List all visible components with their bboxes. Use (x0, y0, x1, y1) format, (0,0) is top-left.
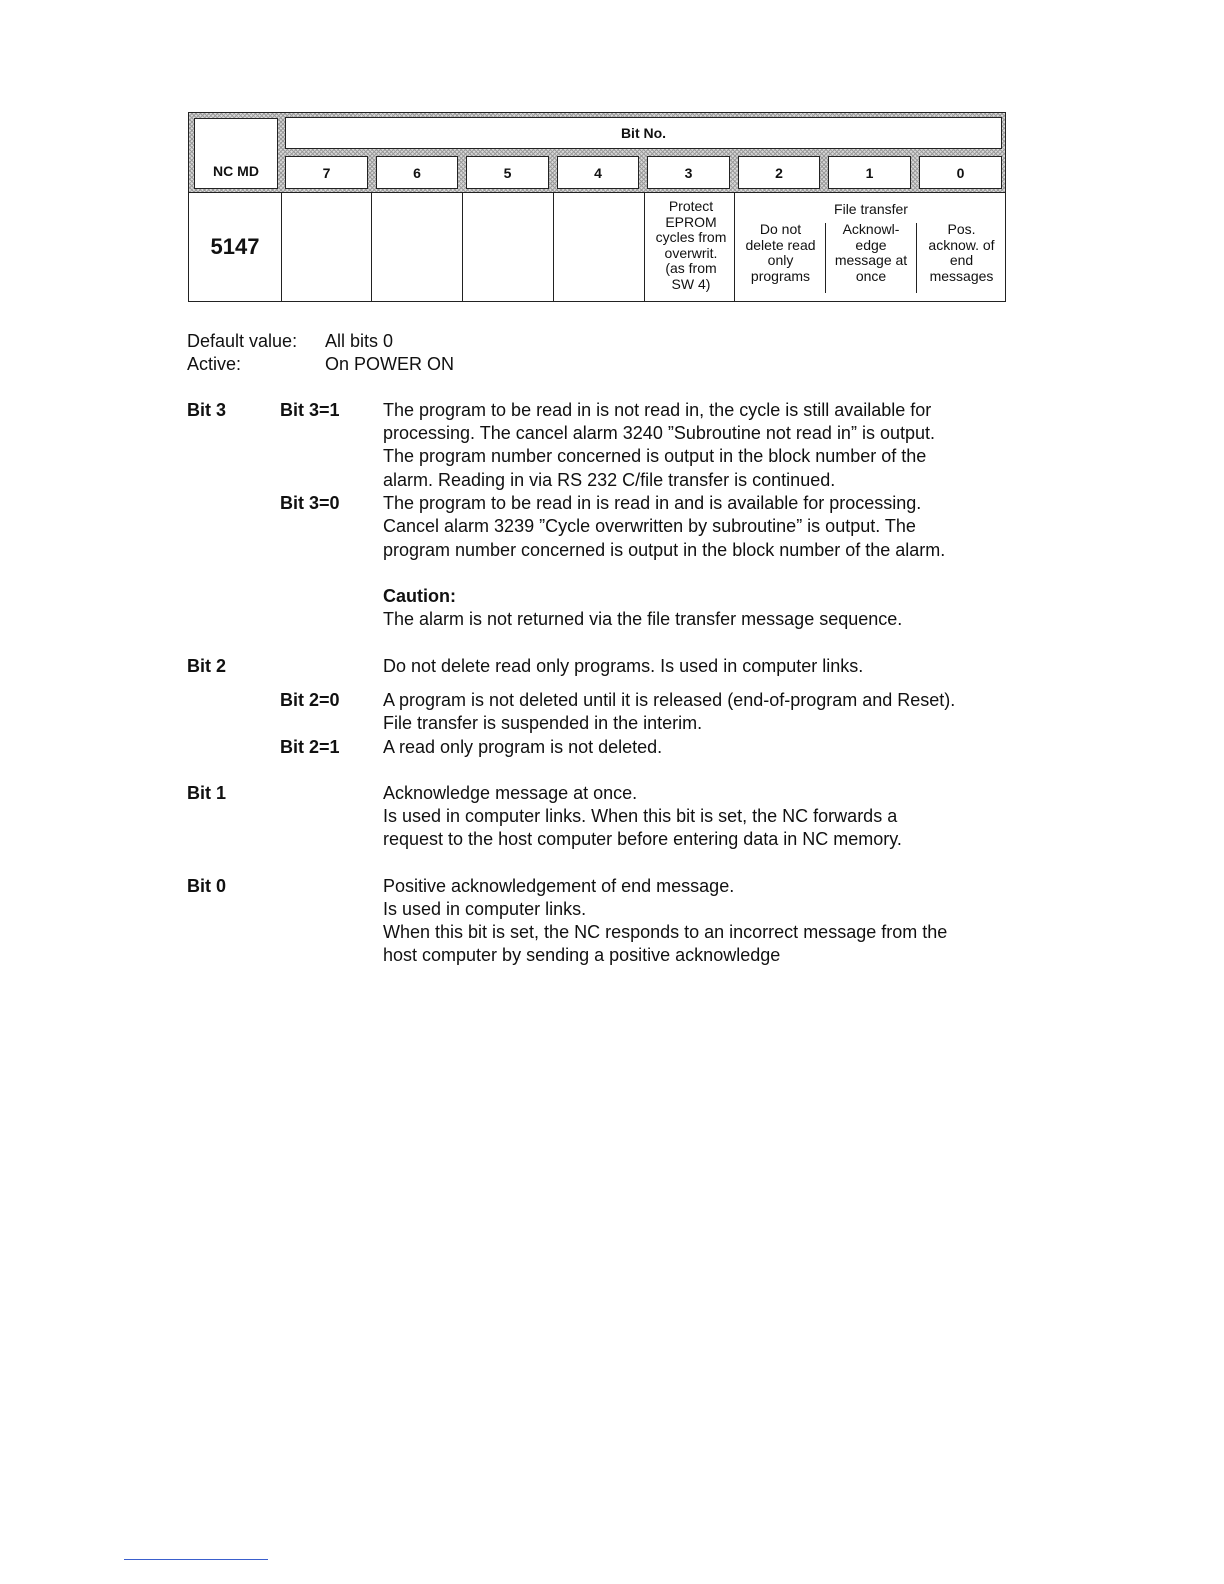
bit-0-label: Bit 0 (187, 876, 227, 896)
bit-3-0-label: Bit 3=0 (280, 493, 340, 513)
bit-3-description-line: SW 4) (671, 275, 711, 292)
bit-3-1-text-line: The program number concerned is output in the block number of the (383, 446, 927, 466)
bit-3-0-text-line: program number concerned is output in the block number of the alarm. (383, 540, 946, 560)
file-transfer-label: File transfer (834, 201, 908, 217)
bit-3-description-line: Protect (668, 198, 714, 214)
bit-5-header: 5 (466, 156, 549, 189)
bit-3-0-text-line: The program to be read in is read in and is available for processing. (383, 493, 922, 513)
bit-3-0-text-line: Cancel alarm 3239 ”Cycle overwritten by subroutine” is output. The (383, 516, 916, 536)
bit-2-header: 2 (738, 156, 820, 189)
default-value: All bits 0 (325, 331, 394, 351)
bit-3-header: 3 (647, 156, 730, 189)
column-divider (462, 193, 463, 301)
bit-7-header: 7 (285, 156, 368, 189)
default-value-label: Default value: (187, 331, 298, 351)
bit-3-1-text-line: alarm. Reading in via RS 232 C/file transfer is continued. (383, 470, 836, 490)
bit-3-1-text-line: The program to be read in is not read in, the cycle is still available for (383, 400, 932, 420)
bit-2-0-text-line: A program is not deleted until it is released (end-of-program and Reset). (383, 690, 956, 710)
bit-2-1-label: Bit 2=1 (280, 737, 340, 757)
column-divider (553, 193, 554, 301)
column-divider (644, 193, 645, 301)
bit-1-description-line: edge (855, 236, 887, 253)
bit-2-description (736, 222, 825, 284)
column-divider (281, 193, 282, 301)
bit-0-description-line: acknow. of (928, 236, 995, 253)
bit-1-description-line: Acknowl- (842, 221, 900, 237)
bit-3-description-line: overwrit. (664, 244, 718, 261)
bit-1-description-line: once (855, 267, 887, 284)
column-divider (371, 193, 372, 301)
nc-md-header: NC MD (194, 118, 278, 189)
bit-0-description-line: end (949, 252, 974, 268)
caution-label: Caution: (383, 586, 456, 606)
footnote-rule (124, 1559, 268, 1560)
bit-no-header: Bit No. (285, 117, 1002, 149)
bit-1-label: Bit 1 (187, 783, 227, 803)
bit-3-1-text-line: processing. The cancel alarm 3240 ”Subroutine not read in” is output. (383, 423, 935, 443)
bit-1-text-line: Is used in computer links. When this bit is set, the NC forwards a (383, 806, 898, 826)
bit-1-text-line: Acknowledge message at once. (383, 783, 638, 803)
bit-3-description-line: EPROM (665, 213, 717, 230)
bit-4-header: 4 (557, 156, 639, 189)
bit-0-description-line: messages (929, 267, 994, 284)
bit-0-description-line: Pos. (947, 221, 976, 237)
bit-3-1-label: Bit 3=1 (280, 400, 340, 420)
bit-3-description-line: cycles from (655, 229, 727, 245)
machine-data-table (188, 112, 1006, 302)
bit-2-label: Bit 2 (187, 656, 227, 676)
bit-3-description (646, 199, 736, 292)
bit-6-header: 6 (376, 156, 458, 189)
bit-0-text-line: Is used in computer links. (383, 899, 587, 919)
active-label: Active: (187, 354, 242, 374)
bit-2-0-label: Bit 2=0 (280, 690, 340, 710)
bit-0-header: 0 (919, 156, 1002, 189)
bit-3-label: Bit 3 (187, 400, 227, 420)
table-body-row (188, 193, 1006, 302)
bit-2-description-line: only (767, 252, 794, 268)
bit-2-intro: Do not delete read only programs. Is used in computer links. (383, 656, 864, 676)
bit-2-0-text-line: File transfer is suspended in the interim. (383, 713, 703, 733)
bit-0-text-line: When this bit is set, the NC responds to an incorrect message from the (383, 922, 948, 942)
active-value: On POWER ON (325, 354, 455, 374)
bit-2-description-line: delete read (745, 236, 816, 253)
bit-1-description-line: message at (834, 252, 908, 268)
bit-0-text-line: host computer by sending a positive acknowledge (383, 945, 781, 965)
caution-text: The alarm is not returned via the file transfer message sequence. (383, 609, 903, 629)
bit-2-description-line: Do not (759, 221, 802, 237)
bit-1-description (826, 222, 916, 284)
bit-2-1-text: A read only program is not deleted. (383, 737, 663, 757)
md-number: 5147 (210, 234, 260, 259)
bit-1-text-line: request to the host computer before entering data in NC memory. (383, 829, 902, 849)
bit-0-text-line: Positive acknowledgement of end message. (383, 876, 735, 896)
bit-3-description-line: (as from (665, 260, 717, 276)
bit-0-description (917, 222, 1006, 284)
bit-1-header: 1 (828, 156, 911, 189)
bit-2-description-line: programs (750, 267, 811, 284)
